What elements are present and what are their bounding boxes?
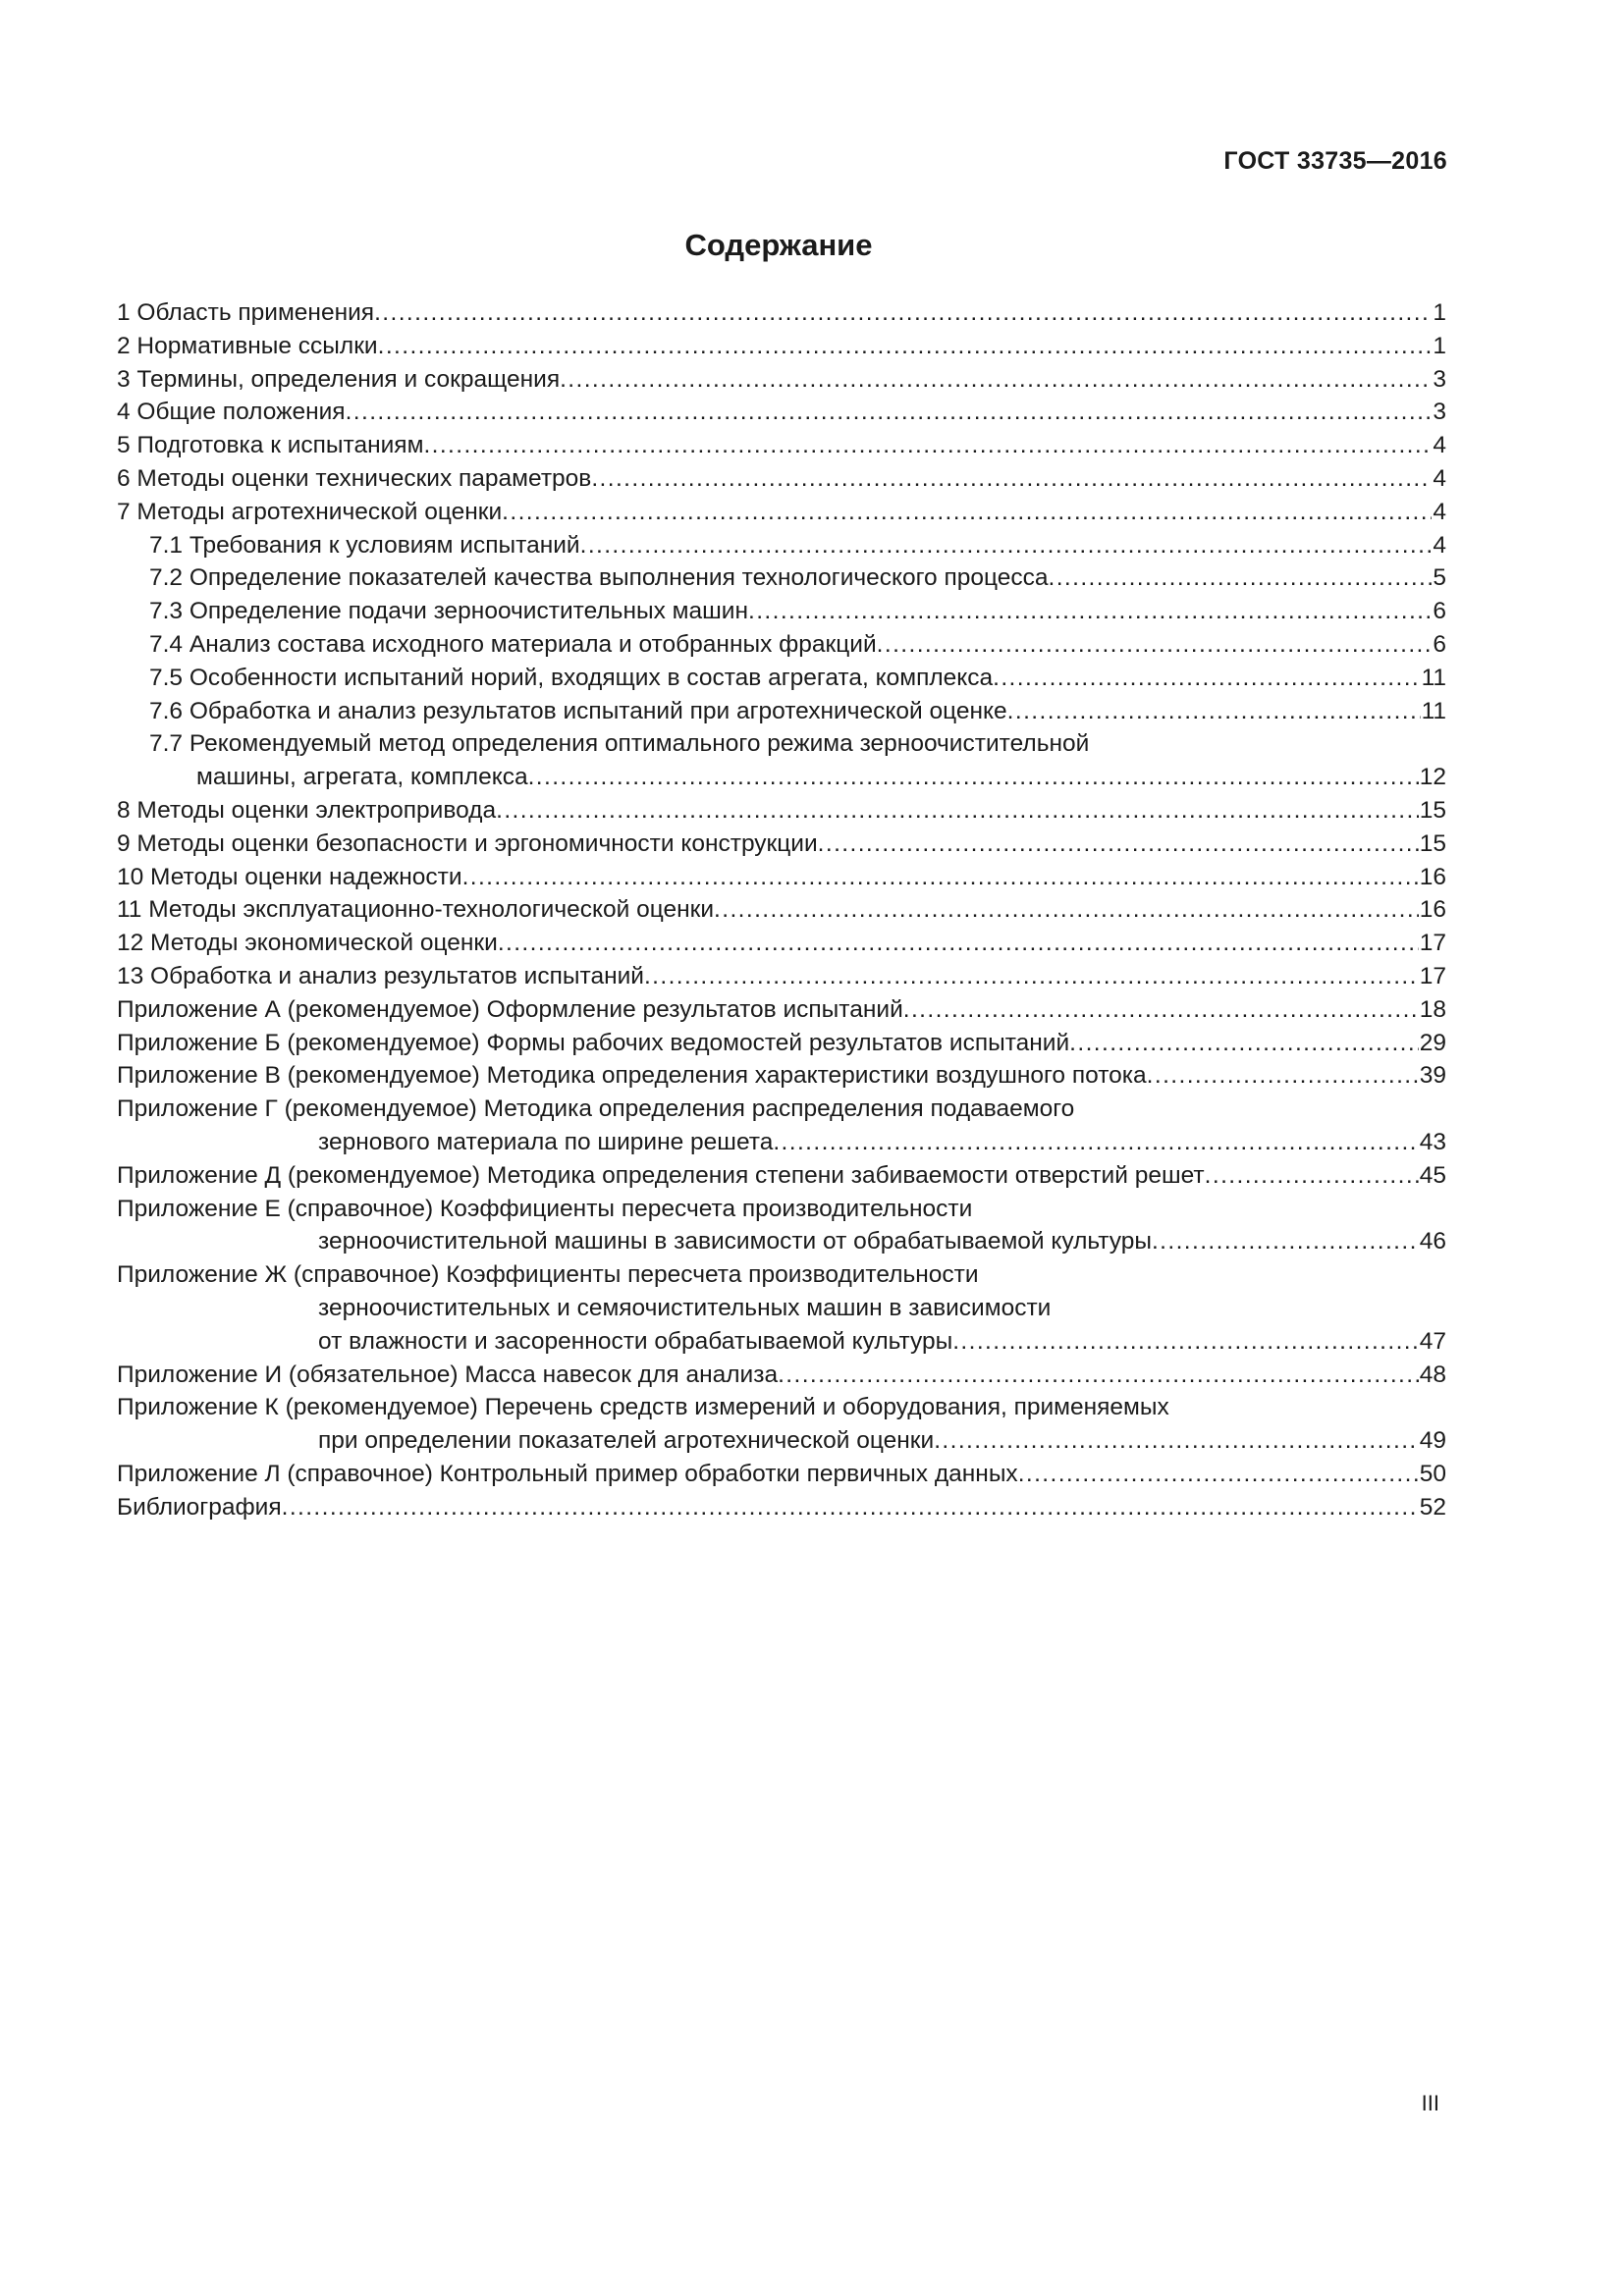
toc-entry[interactable]: [117, 960, 1446, 993]
toc-page-number: 4: [1433, 464, 1446, 492]
toc-entry[interactable]: [117, 861, 1446, 894]
dot-leader: [378, 330, 1433, 363]
toc-page-number: 11: [1421, 697, 1446, 724]
toc-page-number: 6: [1433, 598, 1446, 625]
toc-entry[interactable]: [117, 363, 1446, 397]
toc-entry-title: Приложение К (рекомендуемое) Перечень средств измерений и оборудования, применяемых: [117, 1394, 1169, 1421]
dot-leader: [952, 1325, 1419, 1359]
dot-leader: [714, 893, 1419, 927]
toc-entry-title: 2 Нормативные ссылки: [117, 332, 378, 359]
toc-page-number: 29: [1419, 1029, 1446, 1056]
dot-leader: [528, 761, 1419, 794]
toc-entry[interactable]: [117, 828, 1446, 861]
toc-page-number: 43: [1419, 1128, 1446, 1155]
toc-page-number: 15: [1419, 829, 1446, 857]
toc-page-number: 48: [1419, 1361, 1446, 1388]
toc-entry-title: Приложение В (рекомендуемое) Методика определения характеристики воздушного потока: [117, 1062, 1147, 1090]
toc-entry-title: Приложение Л (справочное) Контрольный пример обработки первичных данных: [117, 1460, 1018, 1487]
toc-entry[interactable]: [117, 1059, 1446, 1093]
dot-leader: [496, 794, 1419, 828]
toc-entry-title: 7.6 Обработка и анализ результатов испытаний при агротехнической оценке: [149, 697, 1007, 724]
dot-leader: [346, 396, 1433, 429]
toc-page-number: 3: [1433, 365, 1446, 393]
dot-leader: [644, 960, 1419, 993]
toc-entry[interactable]: [117, 529, 1446, 562]
toc-title: Содержание: [684, 228, 873, 262]
toc-entry-title: 10 Методы оценки надежности: [117, 863, 462, 890]
dot-leader: [773, 1126, 1418, 1159]
dot-leader: [903, 993, 1419, 1027]
toc-entry[interactable]: [117, 1391, 1446, 1458]
page-number: III: [1421, 2091, 1439, 2115]
table-of-contents: [117, 296, 1446, 1523]
toc-entry-title: 3 Термины, определения и сокращения: [117, 365, 561, 393]
toc-entry-title: 7.7 Рекомендуемый метод определения оптимального режима зерноочистительной: [149, 730, 1090, 758]
toc-entry-title: 5 Подготовка к испытаниям: [117, 432, 424, 459]
toc-entry[interactable]: [117, 628, 1446, 662]
dot-leader: [580, 529, 1433, 562]
toc-entry[interactable]: [117, 662, 1446, 695]
toc-entry-title: Приложение Г (рекомендуемое) Методика определения распределения подаваемого: [117, 1095, 1075, 1123]
toc-entry[interactable]: [117, 1027, 1446, 1060]
toc-entry[interactable]: [117, 396, 1446, 429]
toc-entry-title: зернового материала по ширине решета: [318, 1128, 774, 1155]
dot-leader: [502, 496, 1432, 529]
toc-entry-title: Приложение Б (рекомендуемое) Формы рабочих ведомостей результатов испытаний: [117, 1029, 1070, 1056]
toc-page-number: 16: [1419, 863, 1446, 890]
toc-page-number: 4: [1433, 531, 1446, 559]
toc-entry[interactable]: [117, 1193, 1446, 1259]
toc-page-number: 18: [1419, 995, 1446, 1023]
toc-entry-title: Приложение Ж (справочное) Коэффициенты пересчета производительности: [117, 1261, 979, 1289]
toc-entry[interactable]: [117, 727, 1446, 794]
dot-leader: [934, 1424, 1419, 1458]
toc-page-number: 5: [1433, 564, 1446, 592]
dot-leader: [748, 595, 1432, 628]
toc-entry-title: 7.2 Определение показателей качества выполнения технологического процесса: [149, 564, 1049, 592]
toc-entry-title: 7.5 Особенности испытаний норий, входящих в состав агрегата, комплекса: [149, 664, 994, 691]
toc-entry[interactable]: [117, 561, 1446, 595]
toc-page-number: 17: [1419, 962, 1446, 989]
toc-entry-title: Приложение А (рекомендуемое) Оформление результатов испытаний: [117, 995, 903, 1023]
toc-page-number: 16: [1419, 896, 1446, 924]
toc-entry[interactable]: [117, 462, 1446, 496]
dot-leader: [993, 662, 1420, 695]
toc-entry-title: 7.1 Требования к условиям испытаний: [149, 531, 580, 559]
toc-entry[interactable]: [117, 595, 1446, 628]
toc-entry-title: Библиография: [117, 1493, 282, 1521]
toc-entry[interactable]: [117, 1159, 1446, 1193]
toc-entry[interactable]: [117, 296, 1446, 330]
toc-page-number: 1: [1433, 299, 1446, 326]
toc-page-number: 49: [1419, 1427, 1446, 1455]
toc-page-number: 3: [1433, 399, 1446, 426]
dot-leader: [423, 429, 1432, 462]
toc-page-number: 4: [1433, 432, 1446, 459]
toc-entry-title: от влажности и засоренности обрабатываемой культуры: [318, 1327, 953, 1355]
toc-entry[interactable]: [117, 993, 1446, 1027]
toc-page-number: 15: [1419, 796, 1446, 824]
dot-leader: [1007, 695, 1421, 728]
dot-leader: [282, 1491, 1419, 1524]
toc-entry[interactable]: [117, 1458, 1446, 1491]
dot-leader: [462, 861, 1419, 894]
dot-leader: [374, 296, 1432, 330]
toc-entry-title: зерноочистительных и семяочистительных машин в зависимости: [318, 1294, 1052, 1321]
toc-entry[interactable]: [117, 1359, 1446, 1392]
toc-entry-title: Приложение Е (справочное) Коэффициенты пересчета производительности: [117, 1195, 973, 1222]
toc-entry-title: 6 Методы оценки технических параметров: [117, 464, 592, 492]
dot-leader: [591, 462, 1432, 496]
toc-entry-title: при определении показателей агротехнической оценки: [318, 1427, 935, 1455]
dot-leader: [1018, 1458, 1419, 1491]
toc-entry[interactable]: [117, 927, 1446, 960]
toc-entry-title: 4 Общие положения: [117, 399, 346, 426]
dot-leader: [778, 1359, 1419, 1392]
toc-entry-title: 7.4 Анализ состава исходного материала и отобранных фракций: [149, 630, 877, 658]
dot-leader: [1152, 1225, 1419, 1258]
standard-code: ГОСТ 33735—2016: [1223, 147, 1447, 175]
dot-leader: [1147, 1059, 1419, 1093]
toc-page-number: 1: [1433, 332, 1446, 359]
toc-page-number: 39: [1419, 1062, 1446, 1090]
toc-entry-title: 12 Методы экономической оценки: [117, 930, 498, 957]
toc-entry[interactable]: [117, 695, 1446, 728]
toc-entry-title: 11 Методы эксплуатационно-технологической оценки: [117, 896, 715, 924]
toc-entry-title: 7 Методы агротехнической оценки: [117, 498, 503, 525]
toc-entry-title: 9 Методы оценки безопасности и эргономичности конструкции: [117, 829, 818, 857]
toc-page-number: 50: [1419, 1460, 1446, 1487]
toc-page-number: 52: [1419, 1493, 1446, 1521]
toc-entry[interactable]: [117, 330, 1446, 363]
toc-page-number: 46: [1419, 1228, 1446, 1255]
toc-page-number: 45: [1419, 1161, 1446, 1189]
dot-leader: [1049, 561, 1433, 595]
toc-entry[interactable]: [117, 893, 1446, 927]
toc-entry[interactable]: [117, 496, 1446, 529]
toc-entry-title: Приложение И (обязательное) Масса навесок для анализа: [117, 1361, 779, 1388]
toc-page-number: 11: [1421, 664, 1446, 691]
dot-leader: [498, 927, 1419, 960]
toc-entry[interactable]: [117, 1491, 1446, 1524]
toc-entry-title: 1 Область применения: [117, 299, 375, 326]
toc-entry-title: машины, агрегата, комплекса: [196, 764, 528, 791]
toc-entry-title: Приложение Д (рекомендуемое) Методика определения степени забиваемости отверстий решет: [117, 1161, 1205, 1189]
toc-entry[interactable]: [117, 429, 1446, 462]
toc-entry-title: 7.3 Определение подачи зерноочистительных машин: [149, 598, 748, 625]
dot-leader: [1205, 1159, 1419, 1193]
dot-leader: [560, 363, 1432, 397]
toc-entry-title: 13 Обработка и анализ результатов испытаний: [117, 962, 644, 989]
toc-entry[interactable]: [117, 1258, 1446, 1358]
dot-leader: [818, 828, 1419, 861]
toc-entry-title: 8 Методы оценки электропривода: [117, 796, 497, 824]
toc-entry[interactable]: [117, 1093, 1446, 1159]
toc-page-number: 6: [1433, 630, 1446, 658]
toc-page-number: 47: [1419, 1327, 1446, 1355]
toc-entry-title: зерноочистительной машины в зависимости от обрабатываемой культуры: [318, 1228, 1152, 1255]
toc-page-number: 12: [1419, 764, 1446, 791]
dot-leader: [877, 628, 1433, 662]
toc-entry[interactable]: [117, 794, 1446, 828]
dot-leader: [1069, 1027, 1419, 1060]
toc-page-number: 4: [1433, 498, 1446, 525]
toc-page-number: 17: [1419, 930, 1446, 957]
